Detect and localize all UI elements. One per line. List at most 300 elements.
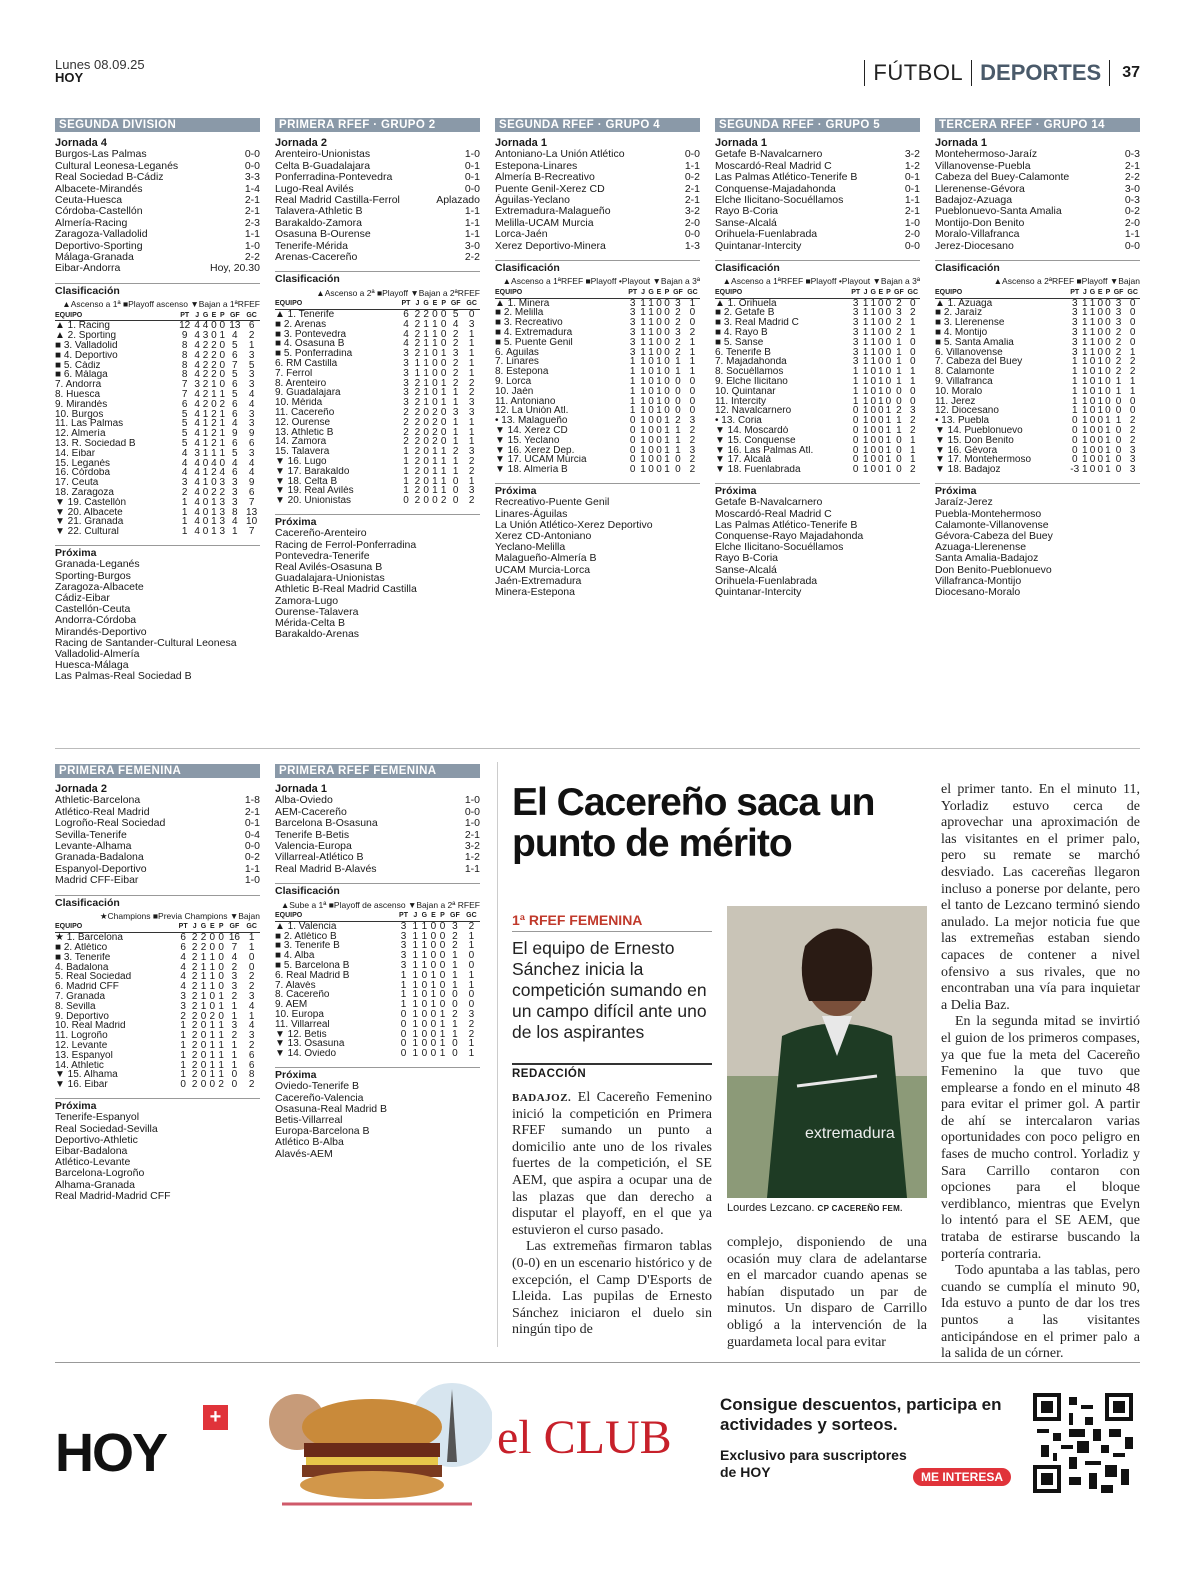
table-cell: 0	[648, 356, 654, 368]
table-cell: 1	[640, 346, 646, 358]
table-cell: 0	[218, 971, 224, 983]
match-score: 2-1	[684, 182, 700, 195]
table-cell: 0	[1089, 356, 1096, 368]
list-item: Elche Ilicitano-Socuéllamos	[715, 541, 844, 554]
table-cell: 1	[910, 366, 916, 378]
table-cell: 11. Villarreal	[275, 1019, 330, 1030]
match-score: 0-0	[904, 239, 920, 252]
result-row	[495, 241, 700, 252]
table-cell: 1	[209, 1069, 216, 1081]
match-score: 1-0	[464, 817, 480, 830]
table-cell: 0	[219, 369, 226, 381]
table-cell: 3	[248, 369, 255, 381]
table-cell: 7. Cabeza del Buey	[935, 357, 1023, 368]
article-subtitle: El equipo de Ernesto Sánchez inicia la competición sumando en un campo difícil ante uno de los aspirantes	[512, 938, 707, 1042]
match-score: 0-0	[684, 228, 700, 241]
table-cell: 1	[852, 366, 859, 378]
table-cell: 0	[423, 475, 429, 487]
list-item: Sanse-Alcalá	[715, 563, 777, 576]
table-cell: 4	[194, 408, 200, 420]
table-row	[55, 1031, 260, 1041]
table-cell: 9	[248, 477, 255, 489]
standings-header: J	[193, 311, 201, 321]
table-cell: 1	[870, 327, 876, 339]
result-row	[935, 241, 1140, 252]
table-cell: 0	[202, 516, 209, 528]
table-cell: 1	[412, 960, 419, 972]
table-cell: 4	[248, 398, 255, 410]
table-cell: 2	[675, 336, 681, 348]
list-item: Zamora-Lugo	[275, 594, 339, 607]
table-cell: 3	[852, 307, 859, 319]
table-cell: 1	[1071, 385, 1078, 397]
table-cell: 0	[1115, 395, 1122, 407]
table-cell: 0	[209, 991, 216, 1003]
standings-header: EQUIPO	[275, 911, 396, 921]
table-row	[55, 341, 260, 351]
table-row	[275, 398, 480, 408]
table-cell: 0	[656, 415, 662, 427]
table-cell: 1	[862, 385, 869, 397]
next-fixtures-label: Próxima	[55, 1098, 260, 1112]
article-column-1	[512, 1090, 712, 1339]
table-cell: 5. Real Sociedad	[55, 972, 132, 983]
table-cell: 1	[675, 356, 681, 368]
club-promo[interactable]	[0, 1365, 1200, 1575]
table-row	[55, 943, 260, 953]
table-cell: 1	[1129, 376, 1136, 388]
table-cell: 0	[430, 1028, 437, 1040]
table-cell: 0	[430, 940, 437, 952]
table-cell: 13	[246, 506, 258, 518]
table-cell: 1	[896, 366, 902, 378]
table-cell: 1	[452, 1028, 458, 1040]
table-cell: 3	[180, 991, 186, 1003]
next-fixtures-label: Próxima	[715, 483, 920, 497]
table-cell: 1	[468, 348, 475, 360]
table-cell: 0	[468, 999, 475, 1011]
table-cell: 4	[194, 330, 200, 342]
table-cell: 8	[181, 340, 188, 352]
next-fixtures-list	[275, 528, 480, 640]
table-cell: 2	[218, 1079, 224, 1091]
section-divider	[55, 748, 1140, 749]
table-row	[275, 437, 480, 447]
table-cell: 4	[180, 961, 186, 973]
table-cell: 0	[200, 1079, 207, 1091]
list-item: Rayo B-Coria	[715, 552, 779, 565]
table-cell: 1	[640, 327, 646, 339]
list-item: Betis-Villarreal	[275, 1114, 343, 1127]
table-cell: 1	[878, 385, 884, 397]
plus-icon: +	[203, 1405, 228, 1430]
table-cell: 0	[423, 416, 429, 428]
table-cell: 1	[852, 395, 859, 407]
table-cell: 0	[1105, 336, 1111, 348]
table-cell: 2	[440, 495, 447, 507]
qr-code-icon[interactable]	[1033, 1393, 1133, 1493]
list-item: Jaén-Extremadura	[495, 574, 582, 587]
match-name: Real Madrid Castilla-Ferrol	[275, 194, 400, 207]
table-cell: 6. Real Madrid B	[275, 970, 350, 981]
table-cell: ■ 4. Extremadura	[495, 328, 573, 338]
table-cell: 0	[1097, 415, 1104, 427]
table-cell: 12. Almería	[55, 429, 106, 440]
table-cell: 0	[1115, 454, 1122, 466]
table-cell: 2	[1115, 336, 1122, 348]
match-name: Elche Ilicitano-Socuéllamos	[715, 194, 844, 207]
table-cell: 1	[403, 475, 409, 487]
table-cell: 1	[218, 1000, 224, 1012]
table-cell: 0	[423, 446, 429, 458]
table-cell: 7	[181, 379, 188, 391]
table-cell: 0	[870, 444, 876, 456]
table-cell: 3	[468, 446, 475, 458]
table-cell: 0	[440, 309, 447, 321]
table-cell: 3	[675, 327, 681, 339]
table-cell: 1	[202, 438, 209, 450]
standings-header: GC	[906, 288, 920, 298]
table-cell: 1	[640, 395, 646, 407]
table-cell: 1	[1082, 327, 1088, 339]
table-row	[55, 1070, 260, 1080]
table-cell: 0	[675, 385, 681, 397]
standings-label: Clasificación	[275, 271, 480, 285]
table-cell: 2	[181, 487, 188, 499]
table-cell: 2	[675, 317, 681, 329]
match-score: 1-2	[904, 159, 920, 172]
table-cell: 6	[232, 349, 238, 361]
table-cell: ■ 5. Barcelona B	[275, 961, 350, 971]
table-cell: 8	[248, 1069, 255, 1081]
table-cell: 1	[862, 405, 869, 417]
table-row	[55, 478, 260, 488]
standings-header: G	[1089, 288, 1097, 298]
table-cell: 3	[852, 356, 859, 368]
table-cell: 1	[648, 317, 654, 329]
table-row	[55, 1041, 260, 1051]
table-cell: 2	[910, 464, 916, 476]
table-cell: 1	[412, 969, 419, 981]
table-cell: 2	[211, 438, 217, 450]
table-cell: 2	[231, 1030, 238, 1042]
table-cell: 1	[896, 356, 902, 368]
table-cell: 1	[885, 415, 892, 427]
promo-exclusive	[720, 1447, 907, 1481]
standings-legend: ▲Sube a 1ª ■Playoff de ascenso ▼Bajan a 2ª RFEF	[280, 899, 480, 910]
table-cell: 4	[194, 389, 200, 401]
table-cell: 0	[432, 397, 438, 409]
next-fixtures-list	[935, 497, 1140, 598]
table-cell: 6	[232, 398, 238, 410]
table-cell: 3	[1071, 336, 1078, 348]
table-cell: 1	[1105, 454, 1111, 466]
table-cell: 1	[885, 444, 892, 456]
table-cell: 6	[180, 942, 186, 954]
table-cell: 1	[1082, 317, 1088, 329]
table-cell: 0	[430, 920, 437, 932]
table-cell: ■ 5. Santa Amalia	[935, 337, 1014, 348]
match-name: Sevilla-Tenerife	[55, 828, 127, 841]
list-item: Osasuna-Real Madrid B	[275, 1102, 388, 1115]
table-cell: 4	[194, 428, 200, 440]
table-cell: 0	[421, 1018, 428, 1030]
table-cell: 1	[640, 336, 646, 348]
table-cell: 0	[878, 297, 884, 309]
table-cell: 6	[232, 438, 238, 450]
list-item: Atlético-Levante	[55, 1156, 131, 1169]
match-name: Villanovense-Puebla	[935, 159, 1031, 172]
table-cell: 0	[896, 395, 902, 407]
table-cell: 0	[870, 385, 876, 397]
table-cell: 2	[248, 971, 255, 983]
table-cell: 1	[1082, 376, 1088, 388]
table-cell: 1	[423, 397, 429, 409]
table-cell: 2	[675, 415, 681, 427]
table-cell: 1	[209, 951, 216, 963]
table-cell: 0	[439, 979, 446, 991]
match-score: 2-0	[1124, 216, 1140, 229]
standings-header: EQUIPO	[495, 288, 626, 298]
table-cell: 3	[852, 297, 859, 309]
standings-header: GF	[671, 288, 685, 298]
next-fixtures-label: Próxima	[275, 514, 480, 528]
table-cell: 2	[675, 307, 681, 319]
standings-header: GF	[892, 288, 905, 298]
match-name: Lugo-Real Avilés	[275, 182, 354, 195]
table-cell: 1	[219, 389, 226, 401]
table-cell: 9	[232, 428, 238, 440]
article-title: El Cacereño saca un punto de mérito	[512, 781, 875, 865]
result-row	[495, 172, 700, 183]
jersey-text: extremadura	[805, 1125, 895, 1142]
table-cell: 4	[403, 338, 409, 350]
table-cell: 3	[629, 317, 636, 329]
table-cell: 5	[248, 359, 255, 371]
table-cell: 0	[629, 434, 636, 446]
table-cell: 1	[468, 328, 475, 340]
table-cell: 2	[468, 387, 475, 399]
table-cell: 2	[202, 349, 209, 361]
table-cell: 1	[432, 485, 438, 497]
table-cell: 2	[468, 1028, 475, 1040]
table-cell: 1	[403, 456, 409, 468]
list-item: Yeclano-Melilla	[495, 541, 566, 554]
result-row	[275, 229, 480, 240]
table-cell: 1	[231, 1049, 238, 1061]
table-cell: 0	[200, 1069, 207, 1081]
standings-label: Clasificación	[495, 260, 700, 274]
match-name: Tenerife-Mérida	[275, 239, 348, 252]
table-cell: 0	[870, 395, 876, 407]
table-cell: 1	[181, 496, 188, 508]
match-score: 2-0	[684, 216, 700, 229]
table-cell: 4	[194, 369, 200, 381]
table-row	[275, 921, 480, 931]
table-cell: 1	[656, 356, 662, 368]
table-cell: 0	[1071, 425, 1078, 437]
match-name: Albacete-Mirandés	[55, 182, 143, 195]
table-cell: 1	[862, 425, 869, 437]
table-cell: 0	[421, 969, 428, 981]
table-cell: 1	[440, 348, 447, 360]
table-cell: 1	[232, 526, 238, 538]
table-cell: 2	[403, 436, 409, 448]
table-cell: ▼ 20. Unionistas	[275, 496, 352, 507]
table-cell: ▲ 2. Sporting	[55, 331, 117, 342]
table-cell: 3	[1115, 317, 1122, 329]
table-cell: 1	[211, 526, 217, 538]
table-cell: 1	[1082, 434, 1088, 446]
table-cell: 7. Granada	[55, 992, 106, 1002]
table-cell: 1	[403, 485, 409, 497]
table-cell: ▼ 18. Badajoz	[935, 465, 1001, 476]
table-cell: 0	[440, 338, 447, 350]
standings-table	[275, 299, 480, 506]
table-cell: 0	[1105, 376, 1111, 388]
list-item: Xerez CD-Antoniano	[495, 530, 592, 543]
table-cell: 18. Zaragoza	[55, 488, 114, 498]
table-cell: 4	[194, 477, 200, 489]
table-row	[55, 439, 260, 449]
table-cell: 3	[468, 407, 475, 419]
table-cell: 1	[640, 297, 646, 309]
table-cell: 0	[664, 336, 670, 348]
table-cell: 2	[1129, 425, 1136, 437]
match-score: 0-3	[1124, 194, 1140, 207]
table-cell: 1	[452, 426, 459, 438]
table-cell: 0	[430, 1038, 437, 1050]
table-cell: 0	[423, 456, 429, 468]
table-cell: 11. Las Palmas	[55, 419, 124, 430]
table-cell: 2	[689, 327, 696, 339]
match-name: Arenas-Cacereño	[275, 251, 358, 264]
table-cell: 0	[910, 346, 916, 358]
match-name: Real Madrid B-Alavés	[275, 862, 377, 875]
table-cell: 0	[664, 385, 670, 397]
table-cell: 2	[211, 408, 217, 420]
table-cell: 2	[211, 467, 217, 479]
table-cell: 0	[675, 464, 681, 476]
table-cell: ■ 5. Sanse	[715, 337, 764, 348]
table-cell: 0	[1129, 336, 1136, 348]
list-item: Mérida-Celta B	[275, 617, 346, 630]
table-cell: 5	[452, 309, 459, 321]
standings-table	[275, 911, 480, 1059]
table-cell: 3	[452, 920, 458, 932]
results-list	[715, 149, 920, 252]
table-cell: 1	[862, 307, 869, 319]
match-score: 2-2	[464, 251, 480, 264]
table-cell: 1	[468, 1038, 475, 1050]
table-cell: 0	[656, 336, 662, 348]
table-cell: 1	[412, 1018, 419, 1030]
jornada-label: Jornada 1	[495, 137, 547, 149]
table-cell: 0	[1105, 405, 1111, 417]
table-cell: 1	[675, 444, 681, 456]
table-cell: 1	[885, 454, 892, 466]
table-cell: 1	[468, 416, 475, 428]
table-cell: 3	[852, 346, 859, 358]
match-name: Arenteiro-Unionistas	[275, 148, 371, 161]
table-cell: 1	[432, 446, 438, 458]
table-cell: 10. Mérida	[275, 398, 323, 409]
list-item: Pontevedra-Tenerife	[275, 549, 370, 562]
list-item: Europa-Barcelona B	[275, 1125, 370, 1138]
table-cell: 0	[1105, 317, 1111, 329]
section-label: FÚTBOL	[873, 60, 964, 85]
player-photo	[727, 906, 927, 1198]
match-score: 1-1	[464, 205, 480, 218]
table-cell: 0	[202, 487, 209, 499]
table-cell: 1	[675, 434, 681, 446]
table-cell: 0	[400, 1018, 407, 1030]
table-cell: ▼ 16. Xerez Dep.	[495, 445, 575, 456]
table-cell: 0	[200, 1049, 207, 1061]
table-cell: 0	[656, 464, 662, 476]
table-cell: 1	[202, 428, 209, 440]
table-row	[275, 1030, 480, 1040]
table-cell: 0	[656, 327, 662, 339]
table-cell: 1	[202, 447, 209, 459]
table-row	[55, 390, 260, 400]
table-cell: 1	[211, 389, 217, 401]
table-cell: 1	[1115, 376, 1122, 388]
table-cell: ▼ 18. Almería B	[495, 465, 568, 476]
table-cell: 2	[191, 961, 198, 973]
me-interesa-button[interactable]: ME INTERESA	[913, 1468, 1011, 1486]
table-cell: 12. Navalcarnero	[715, 406, 792, 417]
table-cell: 7	[248, 526, 255, 538]
standings-header: E	[208, 922, 217, 932]
standings-legend: ▲Ascenso a 1ªRFEF ■Playoff •Playout ▼Bajan a 3ª	[502, 276, 700, 287]
table-cell: 1	[248, 1010, 255, 1022]
table-cell: 2	[896, 317, 902, 329]
match-name: Almería-Racing	[55, 216, 128, 229]
table-cell: 0	[878, 317, 884, 329]
table-cell: 4	[194, 418, 200, 430]
table-cell: 0	[219, 457, 226, 469]
table-cell: 2	[414, 338, 421, 350]
table-cell: 10. Burgos	[55, 409, 104, 420]
table-cell: 0	[1129, 307, 1136, 319]
table-cell: 2	[211, 428, 217, 440]
table-row	[55, 963, 260, 973]
table-cell: 6. Villanovense	[935, 347, 1003, 358]
match-score: 2-1	[904, 205, 920, 218]
hoy-logo: HOY	[55, 1423, 167, 1483]
table-cell: 1	[896, 425, 902, 437]
match-name: Montehermoso-Jaraíz	[935, 148, 1038, 161]
list-item: Real Madrid-Madrid CFF	[55, 1189, 171, 1202]
table-row	[275, 1039, 480, 1049]
table-cell: 1	[432, 456, 438, 468]
table-cell: 2	[414, 426, 421, 438]
table-cell: 0	[885, 317, 892, 329]
table-cell: 3	[202, 330, 209, 342]
table-cell: 0	[440, 416, 447, 428]
table-cell: 4	[194, 487, 200, 499]
table-row	[275, 428, 480, 438]
table-cell: 3	[1129, 464, 1136, 476]
table-cell: 0	[430, 1048, 437, 1060]
table-row	[275, 1020, 480, 1030]
burger-paris-illustration	[262, 1367, 492, 1507]
match-name: Athletic-Barcelona	[55, 794, 141, 807]
article-column-3	[941, 782, 1140, 1363]
result-row	[55, 172, 260, 183]
table-cell: 1	[432, 328, 438, 340]
